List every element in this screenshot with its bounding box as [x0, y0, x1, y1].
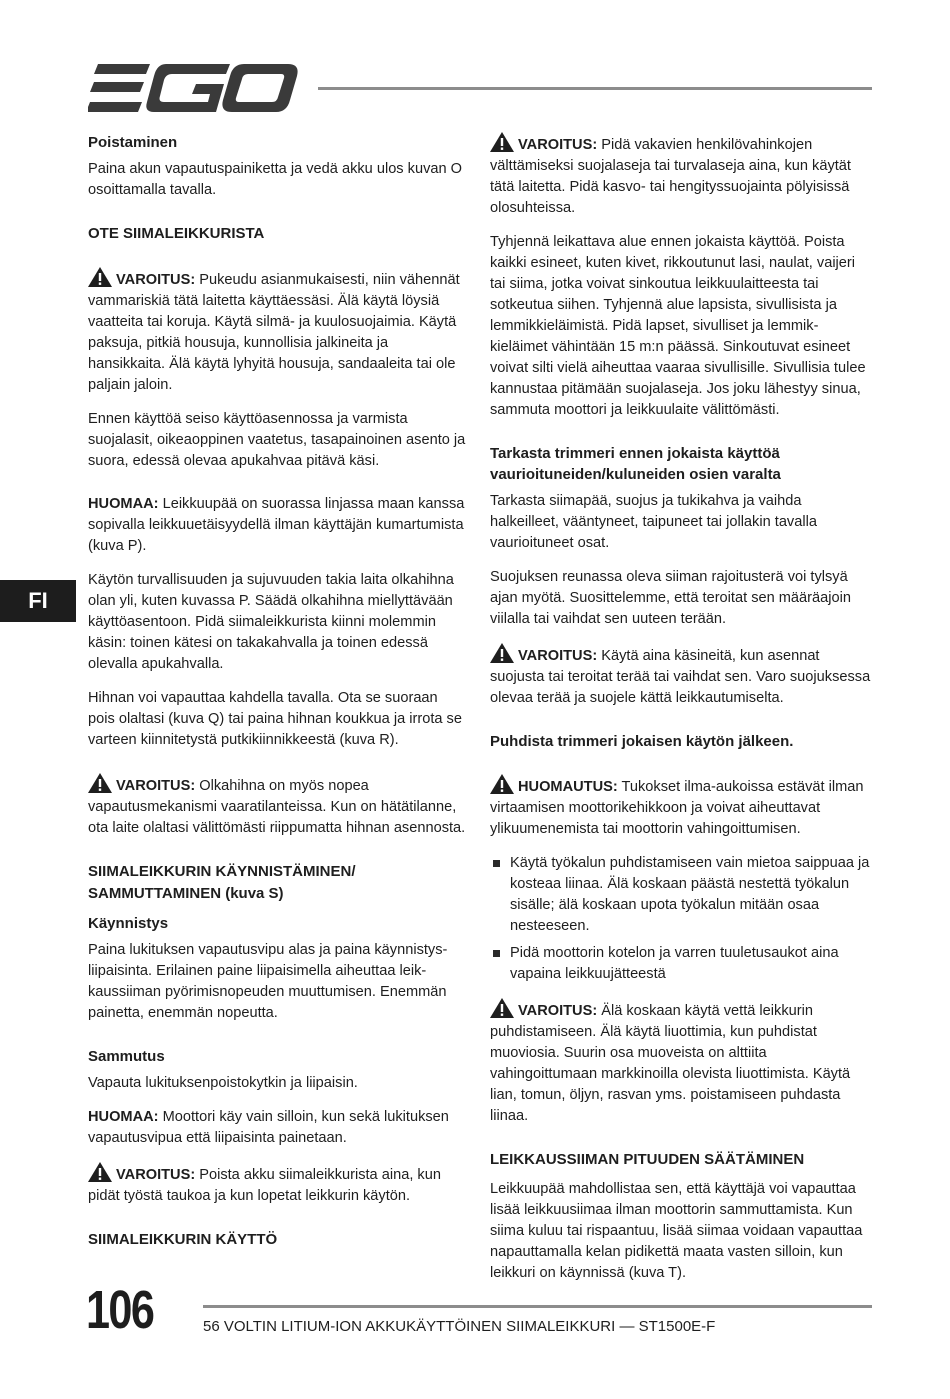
caution-label: HUOMAUTUS: [518, 779, 618, 795]
warning-clothing [88, 267, 468, 396]
note-label: HUOMAA: [88, 496, 159, 512]
list-item: Käytä työkalun puhdistamiseen vain mietoa saippuaa ja kosteaa liinaa. Älä koskaan päästä nestettä työkalun sisälle; älä koskaan upota työkalun mitään osaa nesteeseen. [490, 853, 872, 937]
page-number: 106 [86, 1280, 154, 1340]
warning-text: Pukeudu asianmukaisesti, niin vähennät vammariskiä tätä laitetta käyttäessäsi. Älä käytä löysiä vaatteita tai koruja. Käytä silmä- ja kuulosuojaimia. Käytä paksuja, pitkiä housuja, kunnollisia jalkineita ja hansikkaita. Älä käytä lyhyitä housuja, sandaaleita tai ole paljain jaloin. [88, 272, 460, 393]
cleaning-list [490, 853, 872, 985]
note-text: Moottori käy vain silloin, kun sekä lukituksen vapautusvipua että liipaisinta painetaan. [88, 1109, 449, 1146]
warning-triangle-icon [490, 774, 514, 794]
stance-text: Ennen käyttöä seiso käyttöasennossa ja varmista suojalasit, oikeaoppinen vaatetus, tasapainoinen asento ja suora, edessä olevaa apukahvaa pitävä käsi. [88, 411, 466, 469]
startup-subheading: Käynnistys [88, 915, 169, 932]
warning-label: VAROITUS: [116, 778, 196, 794]
warning-battery [88, 1162, 468, 1207]
strap-text: Käytön turvallisuuden ja sujuvuuden takia laita olkahihna olan yli, kuten kuvassa P. Säädä olkahihna miellyttävään käyttöasentoon. Pidä siimaleikkurista kiinni molemmin käsin: toinen kätesi on takakahvalla ja toinen edessä olevalla apukahvalla. [88, 572, 454, 672]
warning-text: Älä koskaan käytä vettä leikkurin puhdistamiseen. Älä käytä liuottimia, kun puhdistat muoviosia. Suurin osa muoveista on alttiita vahingoittumaan markkinoilla olevista liuottimista. Käytä lian, tomun, öljyn, rasvan yms. poistamiseen puhdasta liinaa. [490, 1003, 851, 1124]
grip-heading: OTE SIIMALEIKKURISTA [88, 225, 265, 242]
line-length-text: Leikkuupää mahdollistaa sen, että käyttäjä voi vapauttaa lisää leikkuusiimaa ilman moottorin sammuttamista. Kun siima kuluu tai rispaantuu, lisää siimaa voidaan vapauttaa napauttamalla kelan pidikettä maata vasten silloin, kun leikkuri on käynnissä (kuva T). [490, 1181, 863, 1281]
clean-heading: Puhdista trimmeri jokaisen käytön jälkeen. [490, 733, 794, 750]
header-rule [318, 87, 872, 90]
line-length-heading: LEIKKAUSSIIMAN PITUUDEN SÄÄTÄMINEN [490, 1151, 805, 1168]
start-stop-heading: SIIMALEIKKURIN KÄYNNISTÄMINEN/ SAMMUTTAMINEN (kuva S) [88, 863, 356, 902]
note-label: HUOMAA: [88, 1109, 159, 1125]
strap-release-text: Hihnan voi vapauttaa kahdella tavalla. Ota se suoraan pois olaltasi (kuva Q) tai paina hihnan koukkua ja irrota se varteen kiinnitetystä putkikiinnikkeestä (kuva R). [88, 690, 462, 748]
note-cutting-head [88, 494, 468, 557]
warning-triangle-icon [490, 998, 514, 1018]
caution-text: Tukokset ilma-aukoissa estävät ilman virtaamisen moottorikehikkoon ja voivat aiheuttavat ylikuumenemista tai moottorin vahingoittumisen. [490, 779, 864, 837]
right-column [490, 132, 872, 1297]
warning-label: VAROITUS: [518, 648, 598, 664]
bullet-square-icon [493, 950, 500, 957]
use-heading: SIIMALEIKKURIN KÄYTTÖ [88, 1231, 278, 1248]
warning-text: Olkahihna on myös nopea vapautusmekanismi vaaratilanteissa. Kun on hätätilanne, ota laite olaltasi välittömästi riippumatta hihnan asennosta. [88, 778, 466, 836]
ego-logo [88, 62, 298, 114]
warning-text: Pidä vakavien henkilövahinkojen välttämiseksi suojalaseja tai turvalaseja aina, kun käytät tätä laitetta. Pidä kasvo- tai hengityssuojainta pölyisissä olosuhteissa. [490, 137, 851, 216]
warning-water [490, 998, 872, 1127]
list-item: Pidä moottorin kotelon ja varren tuuletusaukot aina vapaina leikkuujätteestä [490, 943, 872, 985]
warning-label: VAROITUS: [116, 272, 196, 288]
caution-vents [490, 774, 872, 840]
blade-text: Suojuksen reunassa oleva siiman rajoitusterä voi tylsyä ajan myötä. Suosittelemme, että teroitat sen määräajoin viilalla tai vaihdat sen uuteen terään. [490, 569, 851, 627]
inspect-text: Tarkasta siimapää, suojus ja tukikahva ja vaihda halkeilleet, vääntyneet, taipuneet tai jollakin tavalla vaurioituneet osat. [490, 493, 817, 551]
stop-subheading: Sammutus [88, 1048, 165, 1065]
warning-text: Käytä aina käsineitä, kun asennat suojusta tai teroitat terää tai vaihdat sen. Varo suojuksessa olevaa terää ja suojele kättä leikkautumiselta. [490, 648, 871, 706]
inspect-heading: Tarkasta trimmeri ennen jokaista käyttöä vaurioituneiden/kuluneiden osien varalta [490, 445, 781, 483]
warning-triangle-icon [490, 643, 514, 663]
stop-text: Vapauta lukituksenpoistokytkin ja liipaisin. [88, 1075, 358, 1091]
footer-title: 56 VOLTIN LITIUM-ION AKKUKÄYTTÖINEN SIIMALEIKKURI — ST1500E-F [203, 1318, 716, 1335]
startup-text: Paina lukituksen vapautusvipu alas ja paina käynnistys-liipaisinta. Erilainen paine liipaisimella aiheuttaa leik-kaussiiman pyörimisnopeuden muuttumisen. Enemmän painetta, enemmän nopeutta. [88, 942, 448, 1021]
warning-triangle-icon [88, 267, 112, 287]
footer-rule [203, 1305, 872, 1308]
removal-text: Paina akun vapautuspainiketta ja vedä akku ulos kuvan O osoittamalla tavalla. [88, 161, 463, 198]
note-text: Leikkuupää on suorassa linjassa maan kanssa sopivalla leikkuuetäisyydellä ilman käyttäjän kumartumista (kuva P). [88, 496, 465, 554]
warning-triangle-icon [88, 773, 112, 793]
note-motor [88, 1107, 468, 1149]
language-tab: FI [0, 580, 76, 622]
bullet-square-icon [493, 860, 500, 867]
warning-strap [88, 773, 468, 839]
left-column [88, 132, 468, 1259]
warning-text: Poista akku siimaleikkurista aina, kun pidät työstä taukoa ja kun lopetat leikkurin käytön. [88, 1167, 441, 1204]
warning-triangle-icon [490, 132, 514, 152]
removal-heading: Poistaminen [88, 134, 178, 151]
clear-area-text: Tyhjennä leikattava alue ennen jokaista käyttöä. Poista kaikki esineet, kuten kivet, rikkoutunut lasi, naulat, vaijeri tai siima, jotka voivat sinkoutua leikkuulaitteesta tai sotkeutua siihen. Tyhjennä alue lapsista, sivullisista ja lemmikkieläimistä. Pidä lapset, sivulliset ja lemmik-kieläimet vähintään 15 m:n päässä. Sinkoutuvat esineet voivat silti vielä aiheuttaa vaaraa sivullisille. Sivullisia tulee kannustaa pitämään suojalaseja. Jos joku lähestyy sinua, sammuta moottori ja leikkuulaite välittömästi. [490, 234, 866, 418]
warning-label: VAROITUS: [518, 137, 598, 153]
warning-gloves [490, 643, 872, 709]
warning-triangle-icon [88, 1162, 112, 1182]
warning-eyewear [490, 132, 872, 219]
warning-label: VAROITUS: [518, 1003, 598, 1019]
warning-label: VAROITUS: [116, 1167, 196, 1183]
